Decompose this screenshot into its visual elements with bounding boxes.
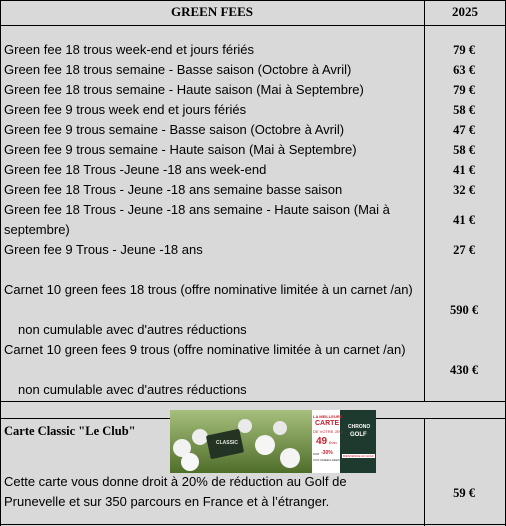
banner-promo-line2: VOS GREEN-FEES (313, 458, 340, 462)
carte-title: Carte Classic "Le Club" (4, 424, 136, 438)
carnet-price: 430 € (449, 363, 479, 377)
header-title: GREEN FEES (171, 4, 253, 19)
carte-classic-banner (170, 410, 376, 473)
section-divider (0, 401, 506, 402)
chronogolf-logo-line1: CHRONO (348, 424, 371, 430)
fee-label: Green fee 18 Trous - Jeune -18 ans semaine - Haute saison (Mai à septembre) (4, 202, 390, 237)
fee-label: Green fee 9 trous semaine - Haute saison (Mai à Septembre) (4, 142, 357, 157)
carnet-note: non cumulable avec d'autres réductions (18, 382, 247, 397)
column-divider-lower (424, 418, 425, 526)
carnet-label: Carnet 10 green fees 9 trous (offre nominative limitée à un carnet /an) (4, 342, 406, 357)
banner-promo-suffix: SUR (313, 452, 320, 456)
table-border-bottom (0, 524, 506, 525)
fee-price: 41 € (453, 163, 475, 177)
fee-price: 32 € (453, 183, 475, 197)
carnet-note: non cumulable avec d'autres réductions (18, 322, 247, 337)
fee-label: Green fee 9 trous week end et jours fériés (4, 102, 247, 117)
fee-label: Green fee 18 trous week-end et jours fériés (4, 42, 255, 57)
carnet-label: Carnet 10 green fees 18 trous (offre nominative limitée à un carnet /an) (4, 282, 413, 297)
fee-label: Green fee 18 Trous - Jeune -18 ans semaine basse saison (4, 182, 343, 197)
fee-price: 41 € (453, 213, 475, 227)
fee-price: 63 € (453, 63, 475, 77)
fee-price: 79 € (453, 83, 475, 97)
fee-price: 58 € (453, 103, 475, 117)
fee-price: 79 € (453, 43, 475, 57)
carnet-price: 590 € (449, 303, 479, 317)
fee-label: Green fee 18 trous semaine - Haute saison (Mai à Septembre) (4, 82, 364, 97)
chronogolf-logo-tag: BIENVENUE AU GOLF (343, 454, 375, 458)
carte-price: 59 € (453, 486, 475, 500)
banner-tagline-2: CARTE (315, 420, 340, 427)
banner-price-unit: €/an (329, 440, 337, 445)
fee-label: Green fee 18 trous semaine - Basse saison (Octobre à Avril) (4, 62, 352, 77)
header-year: 2025 (452, 4, 478, 19)
fee-price: 47 € (453, 123, 475, 137)
fee-price: 27 € (453, 243, 475, 257)
chronogolf-logo-line2: GOLF (350, 432, 367, 438)
header-divider (0, 25, 506, 26)
fee-price: 58 € (453, 143, 475, 157)
golf-balls-image (170, 410, 376, 473)
banner-tagline-1: LA MEILLEURE (313, 414, 343, 419)
banner-price: 49 (316, 436, 328, 447)
table-border-top (0, 0, 506, 1)
column-divider (424, 0, 425, 402)
banner-tagline-3: DE VOTRE JEU (313, 429, 343, 434)
fee-label: Green fee 18 Trous -Jeune -18 ans week-end (4, 162, 267, 177)
table-border-left (0, 0, 1, 526)
banner-card-text: CLASSIC (216, 440, 238, 446)
fee-label: Green fee 9 Trous - Jeune -18 ans (4, 242, 203, 257)
carte-description: Cette carte vous donne droit à 20% de réduction au Golf de Prunevelle et sur 350 parcours en France et à l’étranger. (4, 474, 347, 509)
banner-promo: -30% (321, 450, 333, 456)
fee-label: Green fee 9 trous semaine - Basse saison (Octobre à Avril) (4, 122, 345, 137)
